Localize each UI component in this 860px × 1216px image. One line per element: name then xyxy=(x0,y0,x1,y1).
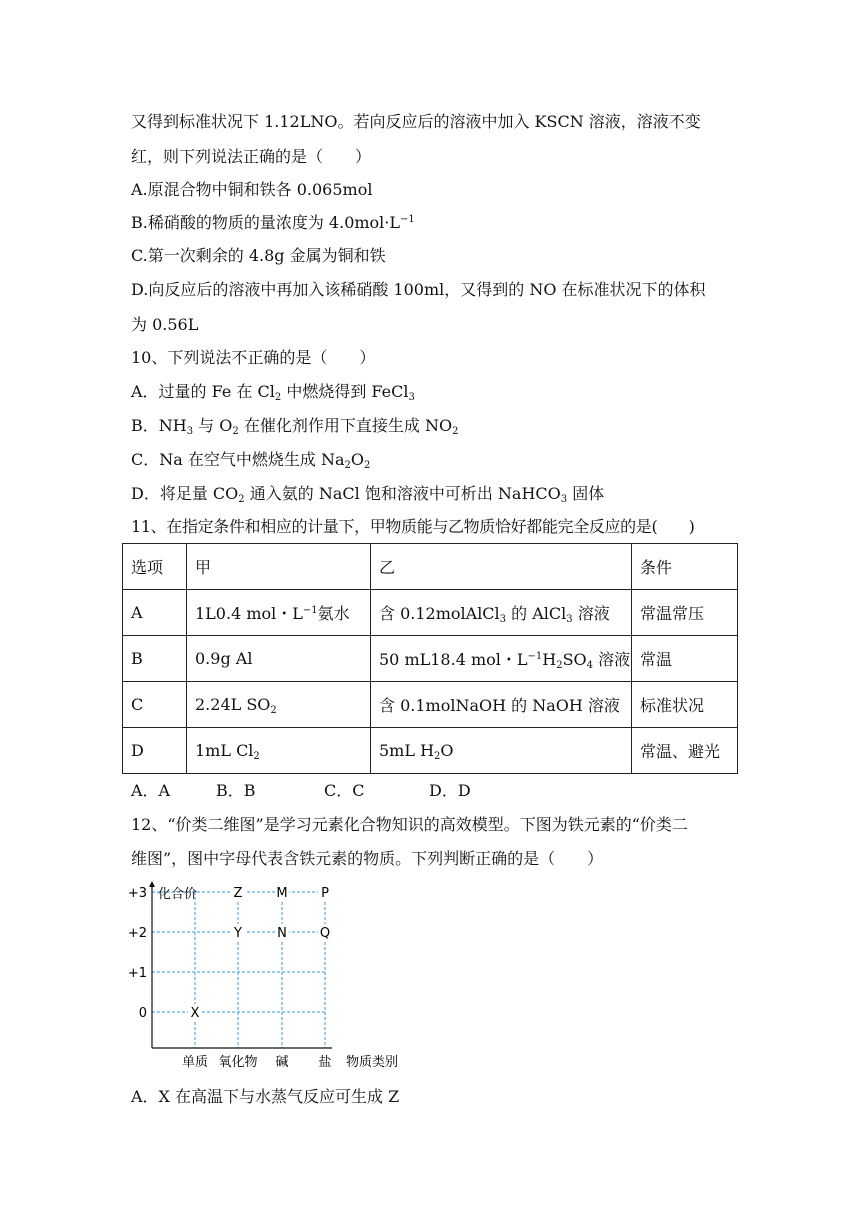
x-axis-label: 物质类别 xyxy=(346,1055,399,1070)
table-row xyxy=(123,728,738,774)
cell-option: C xyxy=(123,682,187,728)
data-point-label: Q xyxy=(319,926,331,941)
q9-option-c: C.第一次剩余的 4.8g 金属为铜和铁 xyxy=(131,246,386,265)
data-point-label: X xyxy=(190,1006,200,1021)
x-tick-labels xyxy=(182,1054,332,1070)
cell-option: B xyxy=(123,636,187,682)
q10-option-b: B．$NH_3$ 与 $O_2$ 在催化剂作用下直接生成 $NO_2$ xyxy=(131,416,459,437)
q9-option-b: B.稀硝酸的物质的量浓度为 $4.0mol\cdot L^{-1}$ xyxy=(131,213,415,232)
q11-option-d: D．D xyxy=(429,781,471,800)
q10-option-a: A．过量的 Fe 在 $Cl_2$ 中燃烧得到 FeCl$_3$ xyxy=(131,382,415,403)
x-tick-label: 碱 xyxy=(275,1055,289,1070)
y-tick-label: +2 xyxy=(127,926,147,941)
valence-class-chart xyxy=(120,876,420,1072)
data-points xyxy=(188,884,332,1021)
q12-stem-line1: 12、“价类二维图”是学习元素化合物知识的高效模型。下图为铁元素的“价类二 xyxy=(131,815,688,834)
q9-stem-line2: 红，则下列说法正确的是（ ） xyxy=(131,147,372,166)
y-tick-label: 0 xyxy=(138,1006,147,1021)
q10-stem: 10、下列说法不正确的是（ ） xyxy=(131,348,376,367)
cell-option: D xyxy=(123,728,187,774)
data-point-label: Z xyxy=(233,886,243,901)
cell-jia: 1L0.4 mol・$L^{-1}$氨水 xyxy=(187,590,371,636)
q10-option-c: C．Na 在空气中燃烧生成 $Na_2O_2$ xyxy=(131,450,371,471)
cell-jia: 0.9g Al xyxy=(187,636,371,682)
table-row xyxy=(123,590,738,636)
cell-condition: 常温 xyxy=(632,636,738,682)
q12-stem-line2: 维图”，图中字母代表含铁元素的物质。下列判断正确的是（ ） xyxy=(131,849,604,868)
q12-option-a: A．X 在高温下与水蒸气反应可生成 Z xyxy=(131,1087,400,1106)
q11-option-a: A．A xyxy=(131,781,171,800)
q9-option-d-line1: D.向反应后的溶液中再加入该稀硝酸 100ml，又得到的 NO 在标准状况下的体积 xyxy=(131,280,706,299)
header-jia: 甲 xyxy=(187,544,371,590)
cell-condition: 常温常压 xyxy=(632,590,738,636)
data-point-label: P xyxy=(321,886,329,901)
table-row xyxy=(123,636,738,682)
cell-condition: 标准状况 xyxy=(632,682,738,728)
header-option: 选项 xyxy=(123,544,187,590)
cell-yi: 含 0.12molAlCl$_3$ 的 AlCl$_3$ 溶液 xyxy=(371,590,632,636)
x-tick-label: 氧化物 xyxy=(218,1055,258,1070)
cell-yi: 5mL $H_2O$ xyxy=(371,728,632,774)
cell-condition: 常温、避光 xyxy=(632,728,738,774)
y-tick-label: +3 xyxy=(127,886,147,901)
q11-option-b: B．B xyxy=(216,781,256,800)
q11-table xyxy=(122,543,738,774)
header-yi: 乙 xyxy=(371,544,632,590)
y-tick-labels xyxy=(128,886,147,1021)
x-tick-label: 单质 xyxy=(181,1055,209,1070)
q11-stem: 11、在指定条件和相应的计量下，甲物质能与乙物质恰好都能完全反应的是( ) xyxy=(131,517,695,536)
q10-option-d: D．将足量 $CO_2$ 通入氨的 NaCl 饱和溶液中可析出 NaHCO$_3$ 固体 xyxy=(131,484,605,505)
grid-lines xyxy=(152,892,325,1048)
y-axis-label: 化合价 xyxy=(158,887,198,902)
data-point-label: M xyxy=(276,886,288,901)
q9-stem-line1: 又得到标准状况下 1.12LNO。若向反应后的溶液中加入 KSCN 溶液，溶液不变 xyxy=(131,112,701,131)
cell-jia: 2.24L $SO_2$ xyxy=(187,682,371,728)
cell-yi: 含 0.1molNaOH 的 NaOH 溶液 xyxy=(371,682,632,728)
x-tick-label: 盐 xyxy=(318,1055,332,1070)
cell-option: A xyxy=(123,590,187,636)
data-point-label: N xyxy=(277,926,287,941)
q9-option-d-line2: 为 0.56L xyxy=(131,315,199,334)
cell-yi: 50 mL18.4 mol・$L^{-1}H_2SO_4$ 溶液 xyxy=(371,636,632,682)
data-point-label: Y xyxy=(234,926,242,941)
cell-jia: 1mL $Cl_2$ xyxy=(187,728,371,774)
q11-option-c: C．C xyxy=(324,781,365,800)
q9-option-a: A.原混合物中铜和铁各 0.065mol xyxy=(131,180,373,199)
table-row xyxy=(123,682,738,728)
header-condition: 条件 xyxy=(632,544,738,590)
y-tick-label: +1 xyxy=(127,966,147,981)
table-header-row xyxy=(123,544,738,590)
